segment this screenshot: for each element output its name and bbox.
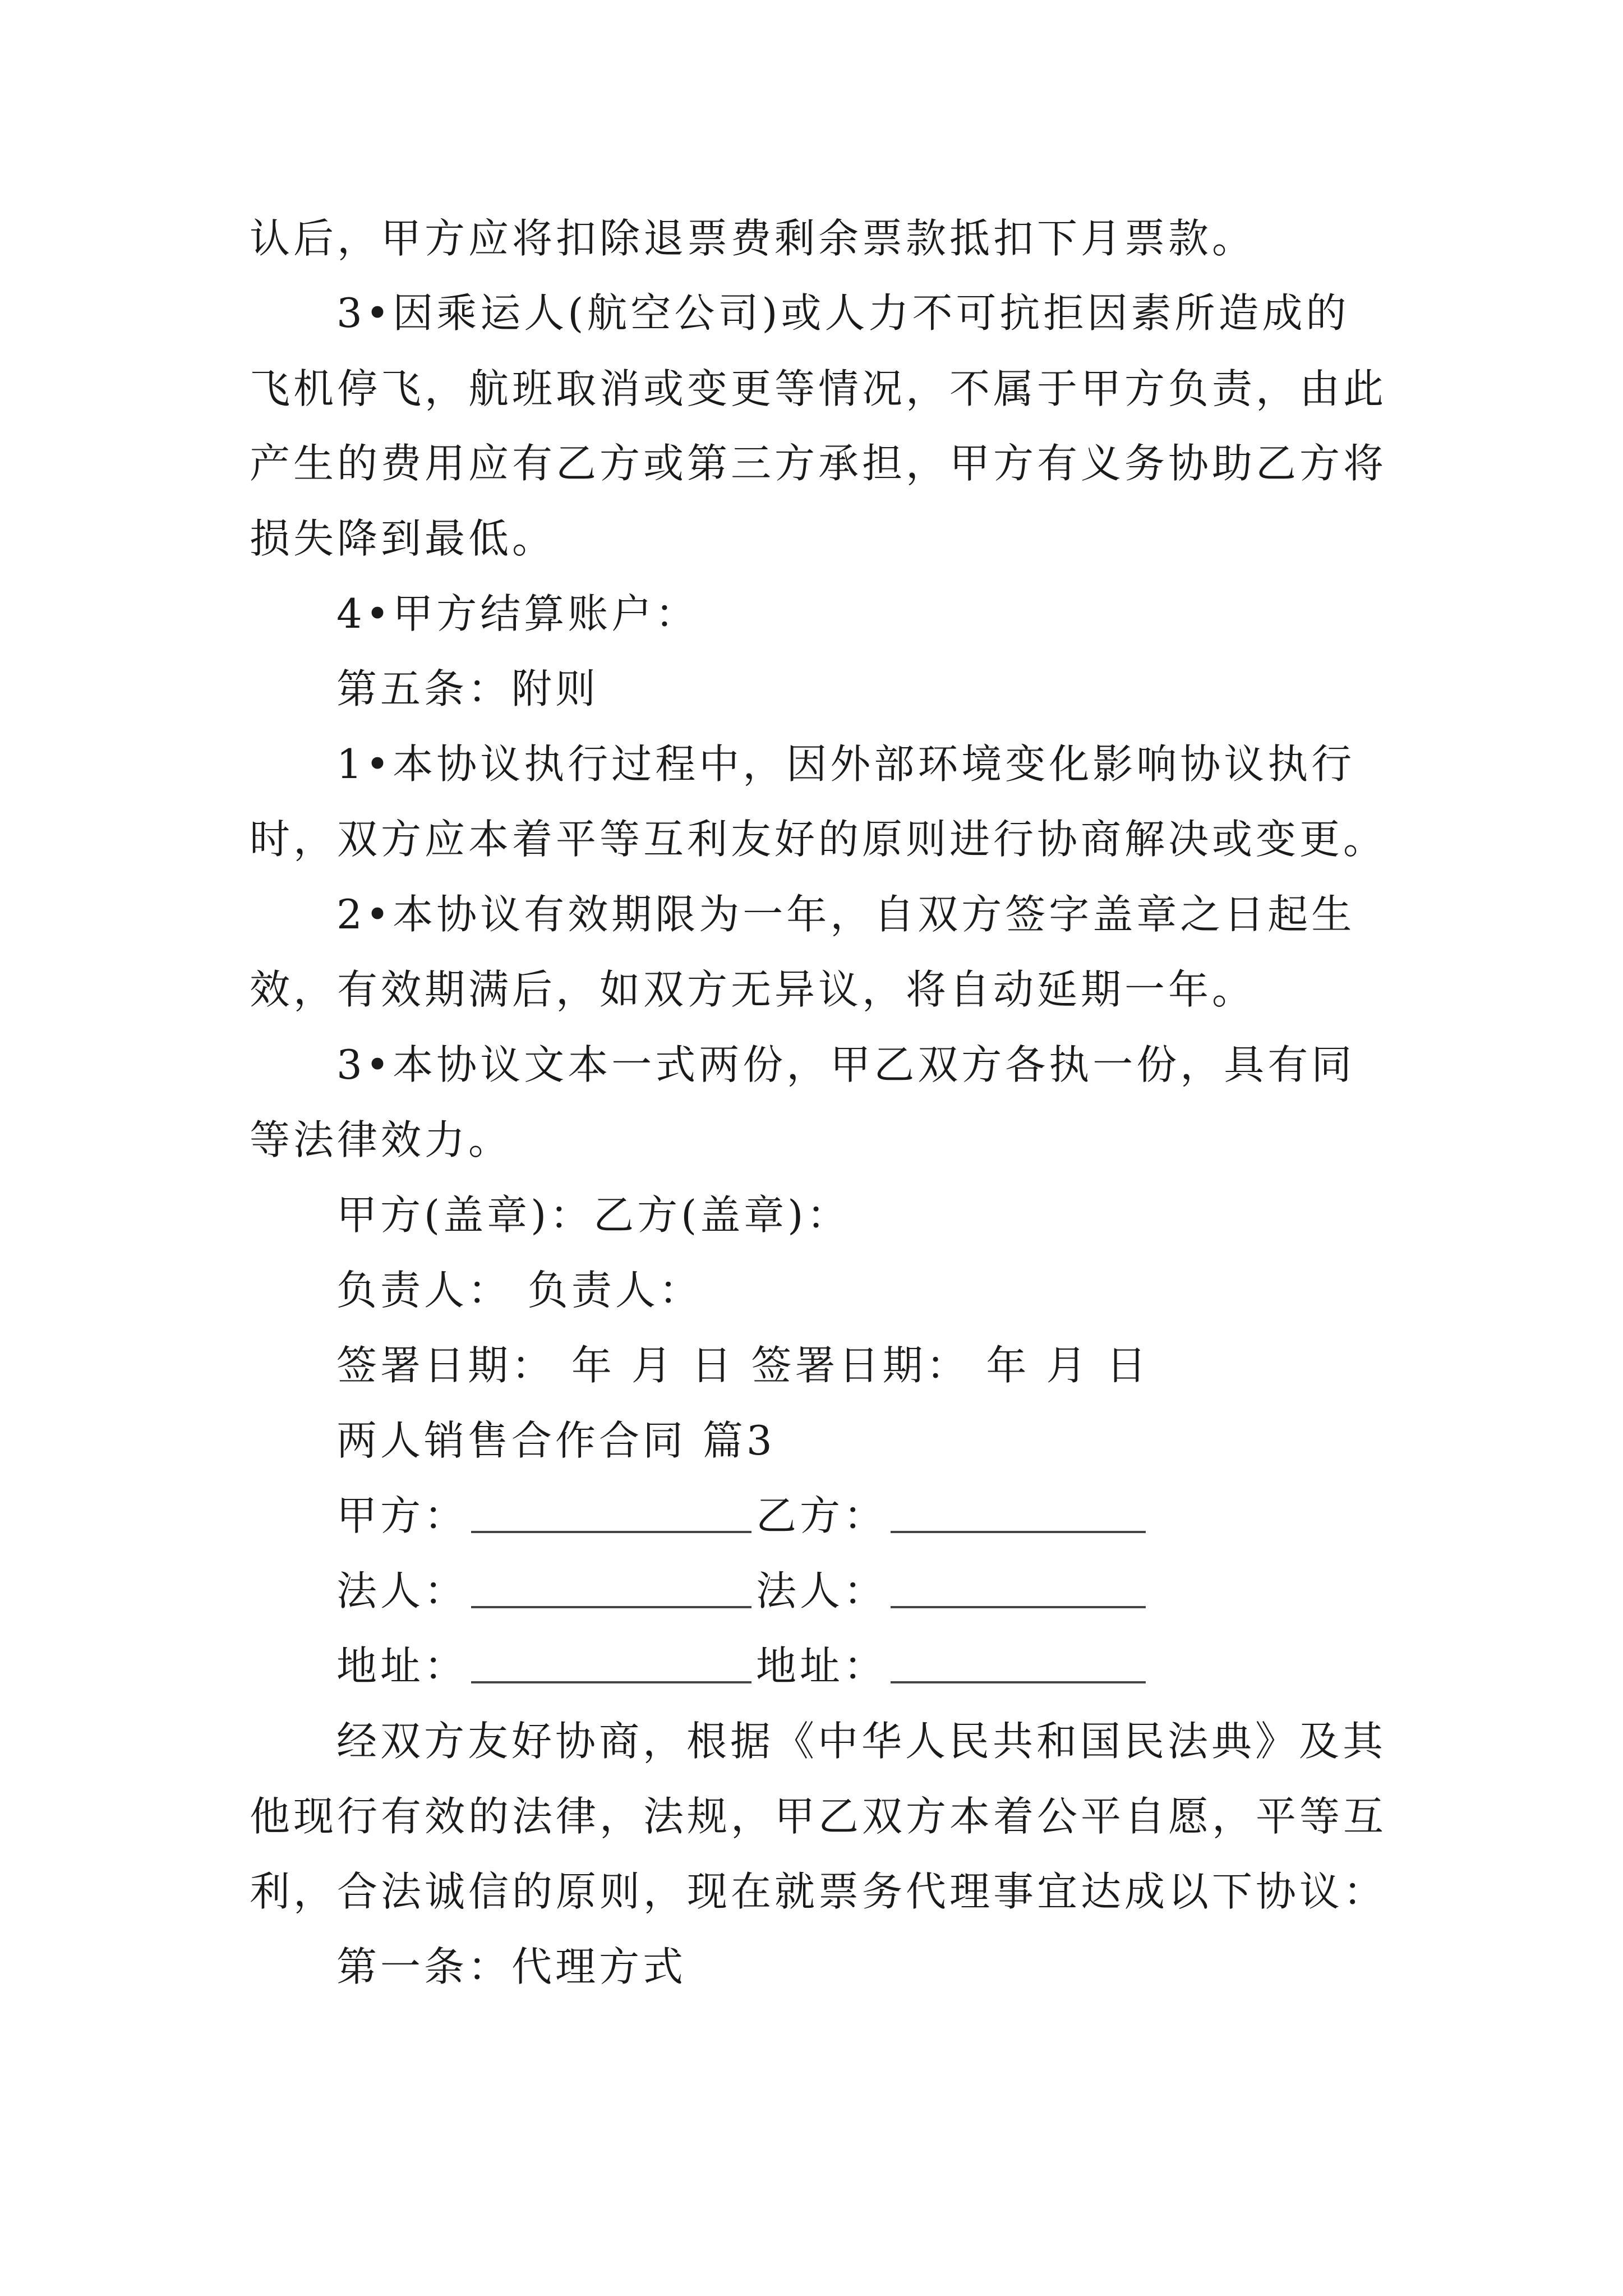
responsible-person-line: 负责人： 负责人： (336, 1267, 703, 1314)
paragraph-line: 效，有效期满后，如双方无异议，将自动延期一年。 (250, 966, 1256, 1013)
party-a-blank (471, 1531, 751, 1533)
paragraph-line: 3•因乘运人(航空公司)或人力不可抗拒因素所造成的 (336, 289, 1350, 337)
address-a-label: 地址： (336, 1642, 468, 1690)
paragraph-line: 他现行有效的法律，法规，甲乙双方本着公平自愿，平等互 (250, 1793, 1387, 1840)
form-row-legal-person (336, 1563, 1150, 1619)
paragraph-line: 等法律效力。 (250, 1116, 513, 1163)
contract-title: 两人销售合作合同 篇3 (336, 1417, 776, 1464)
paragraph-line: 2•本协议有效期限为一年，自双方签字盖章之日起生 (336, 891, 1355, 938)
section-heading: 第五条：附则 (336, 665, 600, 712)
paragraph-line: 3•本协议文本一式两份，甲乙双方各执一份，具有同 (336, 1041, 1355, 1088)
party-b-blank (891, 1531, 1146, 1533)
address-b-blank (891, 1681, 1146, 1683)
address-a-blank (471, 1681, 751, 1683)
paragraph-line: 经双方友好协商，根据《中华人民共和国民法典》及其 (336, 1718, 1387, 1765)
form-row-address (336, 1638, 1150, 1694)
legal-person-b-label: 法人： (756, 1567, 888, 1614)
paragraph-line: 认后，甲方应将扣除退票费剩余票款抵扣下月票款。 (250, 215, 1256, 262)
paragraph-line: 飞机停飞，航班取消或变更等情况，不属于甲方负责，由此 (250, 365, 1387, 412)
paragraph-line: 4•甲方结算账户： (336, 590, 699, 637)
paragraph-line: 产生的费用应有乙方或第三方承担，甲方有义务协助乙方将 (250, 440, 1387, 487)
form-row-party (336, 1488, 1150, 1544)
paragraph-line: 1•本协议执行过程中，因外部环境变化影响协议执行 (336, 740, 1355, 788)
seal-line: 甲方(盖章)：乙方(盖章)： (336, 1191, 851, 1239)
paragraph-line: 损失降到最低。 (250, 515, 556, 562)
paragraph-line: 时，双方应本着平等互利友好的原则进行协商解决或变更。 (250, 816, 1387, 863)
legal-person-a-label: 法人： (336, 1567, 468, 1614)
legal-person-a-blank (471, 1606, 751, 1608)
legal-person-b-blank (891, 1606, 1146, 1608)
signing-date-line: 签署日期： 年 月 日 签署日期： 年 月 日 (336, 1342, 1150, 1389)
party-b-label: 乙方： (756, 1492, 888, 1539)
paragraph-line: 利，合法诚信的原则，现在就票务代理事宜达成以下协议： (250, 1868, 1387, 1915)
address-b-label: 地址： (756, 1642, 888, 1690)
party-a-label: 甲方： (336, 1492, 468, 1539)
section-heading: 第一条：代理方式 (336, 1943, 687, 1990)
